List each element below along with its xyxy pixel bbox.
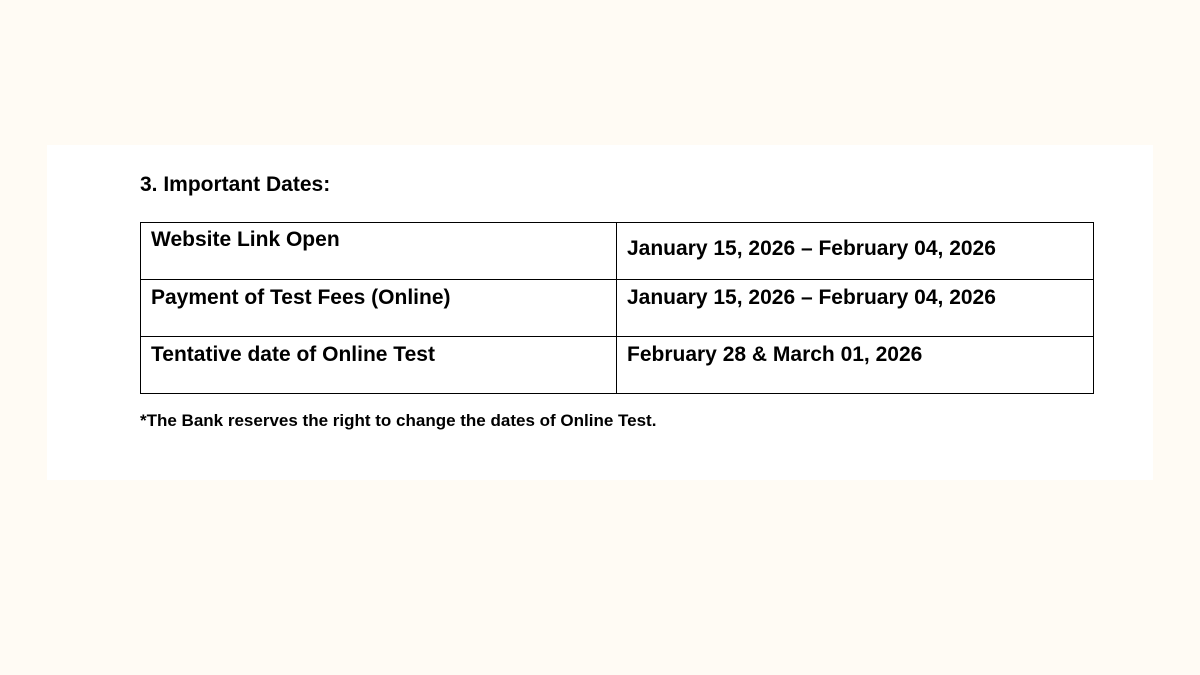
row-value: January 15, 2026 – February 04, 2026 <box>617 280 1094 337</box>
document-card <box>47 145 1153 480</box>
section-heading: 3. Important Dates: <box>140 173 331 196</box>
row-value: January 15, 2026 – February 04, 2026 <box>617 223 1094 280</box>
row-label: Website Link Open <box>141 223 617 280</box>
row-value: February 28 & March 01, 2026 <box>617 337 1094 394</box>
table-row <box>141 337 1094 394</box>
important-dates-table <box>140 222 1094 394</box>
footnote: *The Bank reserves the right to change the dates of Online Test. <box>140 411 657 430</box>
table-row <box>141 223 1094 280</box>
row-label: Payment of Test Fees (Online) <box>141 280 617 337</box>
row-label: Tentative date of Online Test <box>141 337 617 394</box>
table-row <box>141 280 1094 337</box>
